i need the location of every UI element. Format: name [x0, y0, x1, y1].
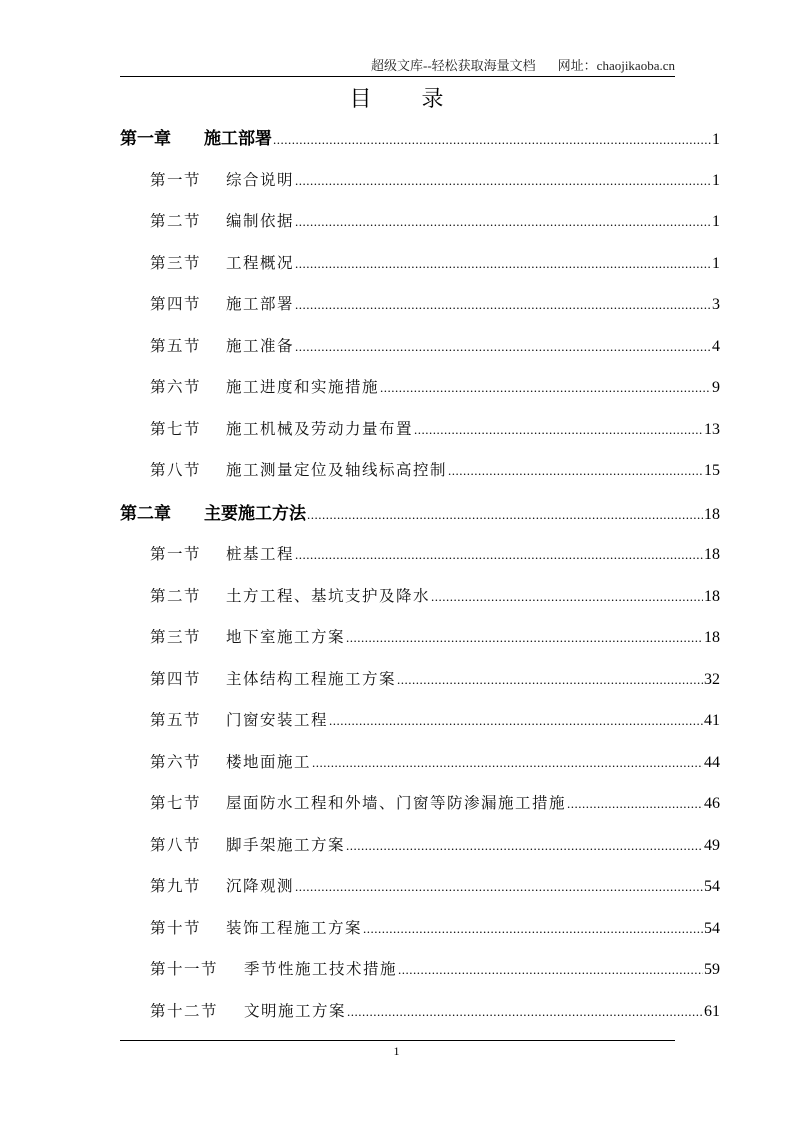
toc-entry-title: 施工部署	[204, 129, 272, 149]
toc-section[interactable]	[150, 582, 720, 612]
header-url: 网址：chaojikaoba.cn	[557, 58, 675, 73]
toc-section[interactable]	[150, 789, 720, 819]
toc-entry-page: 49	[704, 837, 720, 854]
toc-entry-number: 第四节	[150, 671, 202, 688]
toc-entry-page: 18	[704, 546, 720, 563]
toc-entry-page: 46	[704, 795, 720, 812]
toc-entry-number: 第一节	[150, 546, 202, 563]
toc-chapter[interactable]	[120, 124, 720, 154]
toc-entry-page: 1	[712, 131, 720, 148]
dot-leader	[295, 332, 711, 362]
toc-entry-title: 编制依据	[226, 213, 295, 230]
toc-section[interactable]	[150, 997, 720, 1027]
toc-entry-number: 第九节	[150, 878, 202, 895]
toc-entry-page: 44	[704, 754, 720, 771]
toc-entry-page: 41	[704, 712, 720, 729]
toc-entry-title: 主体结构工程施工方案	[226, 671, 397, 688]
toc-entry-number: 第五节	[150, 338, 202, 355]
toc-entry-number: 第八节	[150, 837, 202, 854]
dot-leader	[329, 706, 703, 736]
toc-entry-title: 施工机械及劳动力量布置	[226, 421, 414, 438]
toc-entry-title: 土方工程、基坑支护及降水	[226, 588, 431, 605]
dot-leader	[448, 456, 703, 486]
dot-leader	[414, 415, 703, 445]
toc-entry-page: 9	[712, 379, 720, 396]
dot-leader	[347, 997, 703, 1027]
toc-entry-page: 18	[704, 506, 720, 523]
toc-section[interactable]	[150, 290, 720, 320]
toc-section[interactable]	[150, 540, 720, 570]
toc-section[interactable]	[150, 456, 720, 486]
toc-section[interactable]	[150, 373, 720, 403]
dot-leader	[273, 125, 711, 155]
dot-leader	[312, 748, 703, 778]
toc-entry-number: 第三节	[150, 255, 202, 272]
toc-entry-title: 楼地面施工	[226, 754, 312, 771]
dot-leader	[295, 249, 711, 279]
dot-leader	[346, 623, 703, 653]
dot-leader	[346, 831, 703, 861]
toc-entry-page: 54	[704, 920, 720, 937]
footer-divider	[120, 1040, 675, 1041]
toc-entry-page: 3	[712, 296, 720, 313]
toc-entry-page: 15	[704, 462, 720, 479]
page-header	[120, 56, 675, 77]
dot-leader	[295, 290, 711, 320]
toc-section[interactable]	[150, 831, 720, 861]
toc-entry-title: 施工进度和实施措施	[226, 379, 380, 396]
toc-section[interactable]	[150, 872, 720, 902]
toc-entry-title: 桩基工程	[226, 546, 295, 563]
toc-entry-title: 工程概况	[226, 255, 295, 272]
toc-entry-number: 第十一节	[150, 961, 219, 978]
toc-section[interactable]	[150, 332, 720, 362]
toc-entry-number: 第六节	[150, 379, 202, 396]
toc-section[interactable]	[150, 166, 720, 196]
toc-entry-number: 第七节	[150, 421, 202, 438]
toc-entry-number: 第一章	[120, 129, 171, 149]
toc-entry-title: 地下室施工方案	[226, 629, 346, 646]
toc-entry-number: 第十节	[150, 920, 202, 937]
toc-entry-page: 18	[704, 629, 720, 646]
toc-section[interactable]	[150, 706, 720, 736]
toc-entry-number: 第八节	[150, 462, 202, 479]
toc-entry-title: 脚手架施工方案	[226, 837, 346, 854]
toc-entry-page: 4	[712, 338, 720, 355]
dot-leader	[307, 500, 703, 530]
toc-entry-title: 文明施工方案	[244, 1003, 347, 1020]
toc-entry-title: 施工准备	[226, 338, 295, 355]
toc-entry-number: 第一节	[150, 172, 202, 189]
toc-title-char-1: 目	[349, 87, 372, 112]
toc-entry-number: 第七节	[150, 795, 202, 812]
toc-entry-number: 第二章	[120, 504, 171, 524]
toc-entry-number: 第六节	[150, 754, 202, 771]
dot-leader	[295, 207, 711, 237]
toc-title	[0, 84, 793, 116]
toc-section[interactable]	[150, 914, 720, 944]
toc-section[interactable]	[150, 623, 720, 653]
toc-section[interactable]	[150, 207, 720, 237]
dot-leader	[397, 665, 703, 695]
toc-entry-page: 32	[704, 671, 720, 688]
toc-entry-page: 54	[704, 878, 720, 895]
toc-entry-page: 1	[712, 172, 720, 189]
toc-section[interactable]	[150, 665, 720, 695]
toc-entry-title: 屋面防水工程和外墙、门窗等防渗漏施工措施	[226, 795, 567, 812]
toc-entry-title: 施工测量定位及轴线标高控制	[226, 462, 448, 479]
footer-page-number: 1	[393, 1044, 400, 1058]
toc-section[interactable]	[150, 955, 720, 985]
toc-entry-page: 59	[704, 961, 720, 978]
dot-leader	[295, 872, 703, 902]
toc-chapter[interactable]	[120, 499, 720, 529]
toc-entry-page: 13	[704, 421, 720, 438]
toc-entry-number: 第五节	[150, 712, 202, 729]
toc-title-char-2: 录	[421, 87, 444, 112]
toc-entry-page: 1	[712, 213, 720, 230]
toc-entry-number: 第三节	[150, 629, 202, 646]
dot-leader	[398, 955, 703, 985]
toc-entry-number: 第二节	[150, 213, 202, 230]
toc-entry-number: 第十二节	[150, 1003, 219, 1020]
dot-leader	[295, 540, 703, 570]
toc-section[interactable]	[150, 415, 720, 445]
toc-entry-title: 装饰工程施工方案	[226, 920, 363, 937]
toc-entry-number: 第四节	[150, 296, 202, 313]
toc-entry-title: 施工部署	[226, 296, 295, 313]
toc-entry-page: 18	[704, 588, 720, 605]
toc-section[interactable]	[150, 249, 720, 279]
toc-entry-title: 综合说明	[226, 172, 295, 189]
header-site-name: 超级文库--轻松获取海量文档	[371, 58, 536, 73]
toc-entry-page: 61	[704, 1003, 720, 1020]
toc-entry-title: 沉降观测	[226, 878, 295, 895]
dot-leader	[363, 914, 703, 944]
toc-entry-number: 第二节	[150, 588, 202, 605]
toc-entry-title: 主要施工方法	[204, 504, 306, 524]
toc-section[interactable]	[150, 748, 720, 778]
dot-leader	[431, 582, 703, 612]
toc-entry-title: 门窗安装工程	[226, 712, 329, 729]
dot-leader	[380, 373, 711, 403]
dot-leader	[295, 166, 711, 196]
dot-leader	[567, 789, 703, 819]
toc-entry-page: 1	[712, 255, 720, 272]
toc-entry-title: 季节性施工技术措施	[244, 961, 398, 978]
